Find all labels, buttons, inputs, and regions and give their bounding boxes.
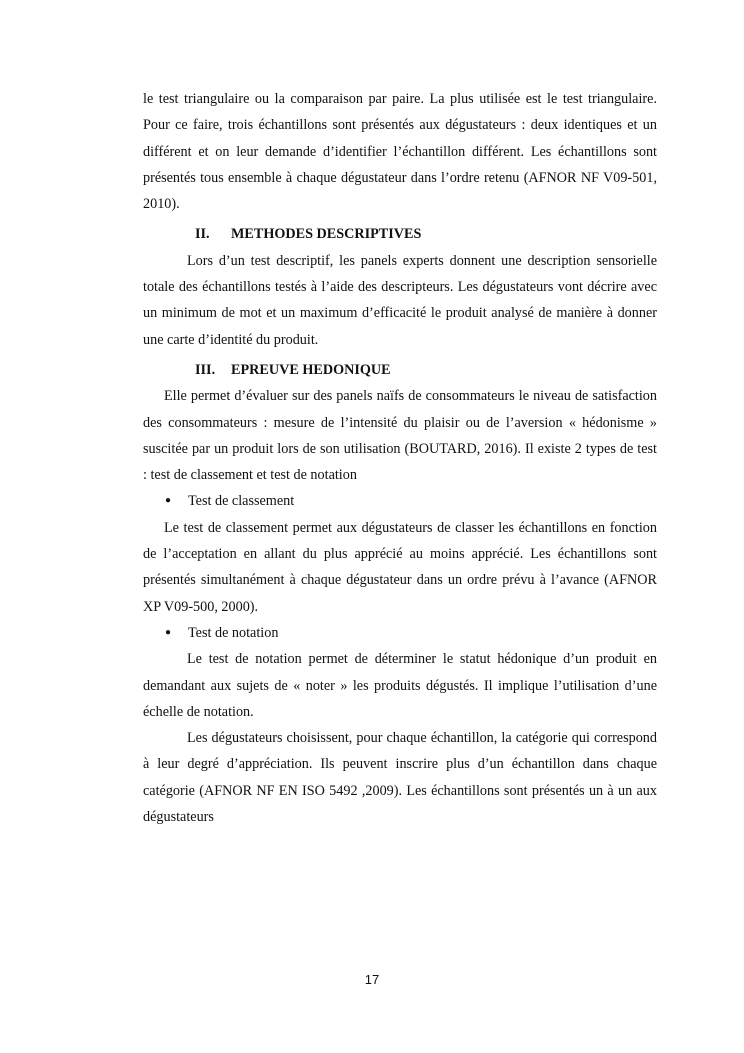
bullet-label: Test de notation bbox=[188, 624, 279, 641]
bullet-dot-icon: ● bbox=[165, 495, 172, 507]
bullet-dot-icon: ● bbox=[165, 626, 172, 638]
heading-title: EPREUVE HEDONIQUE bbox=[231, 361, 391, 378]
bullet-label: Test de classement bbox=[188, 493, 295, 510]
paragraph-classement: Le test de classement permet aux dégustateurs de classer les échantillons en fonction de l’acceptation en allant du plus apprécié au moins apprécié. Les échantillons sont présentés simultanément à chaque dégustateur dans un ordre prévu à l’avance (AFNOR XP V09-500, 2000). bbox=[143, 519, 657, 615]
page-number: 17 bbox=[364, 972, 380, 987]
paragraph-descriptive-test: Lors d’un test descriptif, les panels experts donnent une description sensorielle totale des échantillons testés à l’aide des descripteurs. Les dégustateurs vont décrire avec un minimum de mot et un maximum d’efficacité le produit analysé de manière à donner une carte d’identité du produit. bbox=[143, 252, 657, 348]
heading-number: III. bbox=[195, 361, 216, 378]
paragraph-notation: Le test de notation permet de déterminer le statut hédonique d’un produit en demandant aux sujets de « noter » les produits dégustés. Il implique l’utilisation d’une échelle de notation. bbox=[143, 651, 657, 720]
paragraph-hedonic-intro: Elle permet d’évaluer sur des panels naïfs de consommateurs le niveau de satisfaction des consommateurs : mesure de l’intensité du plaisir ou de l’aversion « hédonisme » suscitée par un produit lors de son utilisation (BOUTARD, 2016). Il existe 2 types de test : test de classement et test de notation bbox=[143, 388, 657, 484]
heading-title: METHODES DESCRIPTIVES bbox=[231, 226, 422, 243]
paragraph-categories: Les dégustateurs choisissent, pour chaque échantillon, la catégorie qui correspond à leur degré d’appréciation. Ils peuvent inscrire plus d’un échantillon dans chaque catégorie (AFNOR NF EN ISO 5492 ,2009). Les échantillons sont présentés un à un aux dégustateurs bbox=[143, 730, 657, 826]
bullet-item-classement bbox=[143, 488, 657, 514]
document-body bbox=[143, 86, 657, 830]
bullet-item-notation bbox=[143, 620, 657, 646]
heading-methodes-descriptives bbox=[143, 221, 657, 247]
paragraph-triangular-test: le test triangulaire ou la comparaison par paire. La plus utilisée est le test triangulaire. Pour ce faire, trois échantillons sont présentés aux dégustateurs : deux identiques et un différent et on leur demande d’identifier l’échantillon différent. Les échantillons sont présentés tous ensemble à chaque dégustateur dans l’ordre retenu (AFNOR NF V09-501, 2010). bbox=[143, 91, 657, 213]
heading-number: II. bbox=[195, 226, 210, 243]
heading-epreuve-hedonique bbox=[143, 357, 657, 383]
